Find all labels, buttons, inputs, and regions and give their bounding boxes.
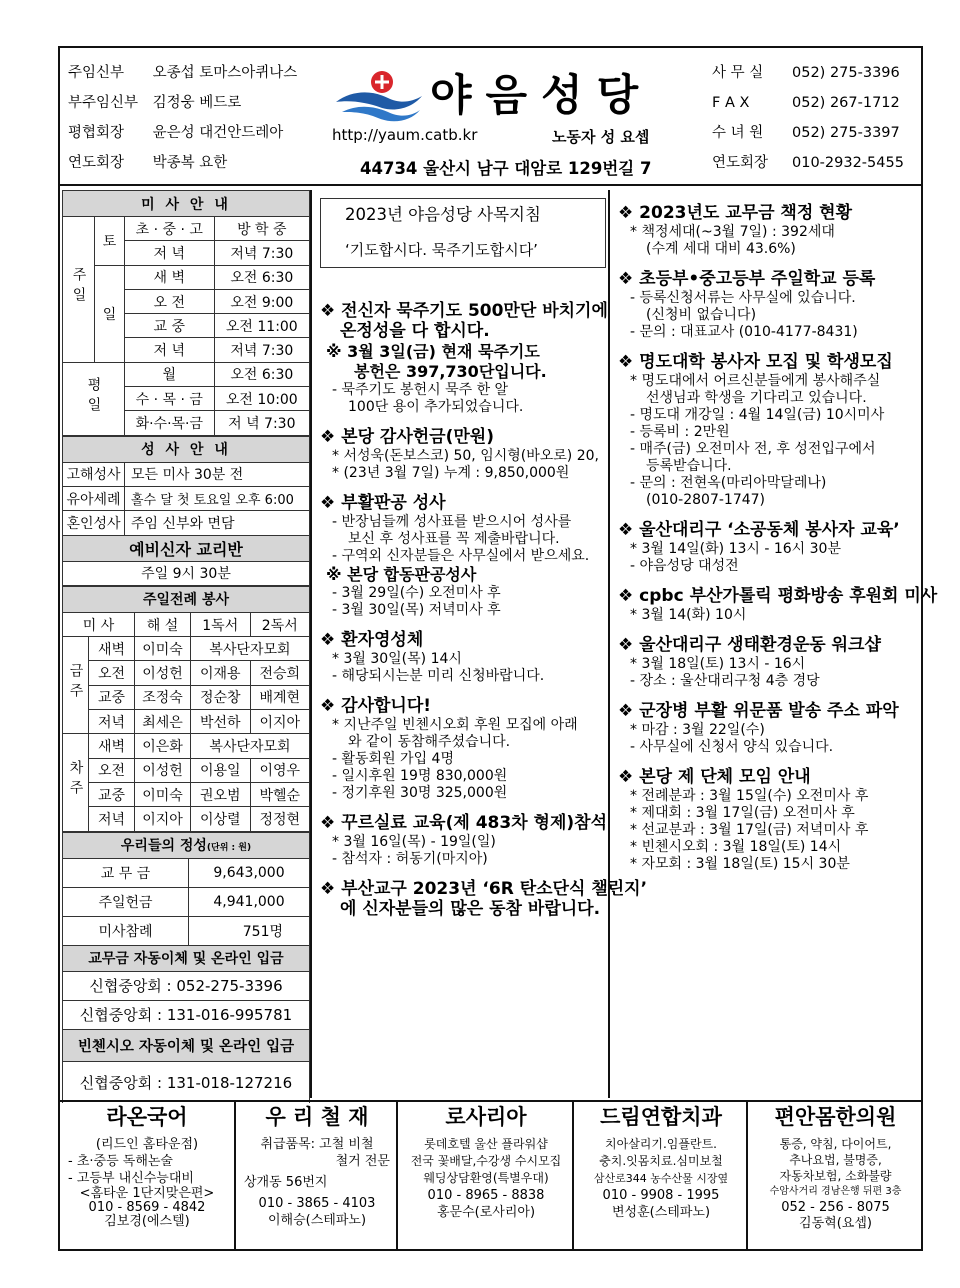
liturgy-cell: 이지아 — [135, 807, 191, 831]
ad-line: 자동차보험, 소화불량 — [779, 1169, 892, 1183]
news-column-1 — [314, 190, 648, 1098]
bank-account: 신협중앙회 : 131-018-127216 — [63, 1061, 310, 1103]
sacrament-table — [62, 436, 310, 586]
ad-line: - 고등부 내신수능대비 — [68, 1171, 194, 1186]
mass-cell: 교 중 — [125, 314, 215, 338]
mass-cell: 오전 10:00 — [214, 387, 309, 411]
ad-line: 010 - 8965 - 8838 — [427, 1188, 545, 1203]
ad-line: 웨딩상담환영(특별우대) — [423, 1171, 549, 1185]
mass-cell: 저녁 7:30 — [214, 241, 309, 265]
offering-table — [62, 832, 310, 1104]
ad-line: 김보경(에스텔) — [104, 1214, 190, 1229]
info-column — [62, 190, 312, 1098]
notice-line: * (23년 3월 7일) 누계 : 9,850,000원 — [332, 465, 570, 481]
ad-line: 철거 전문 — [335, 1154, 390, 1169]
liturgy-head: 2독서 — [250, 612, 310, 636]
mass-cell: 새 벽 — [125, 265, 215, 289]
liturgy-cell: 복사단자모회 — [191, 637, 310, 661]
notice-line: (수계 세대 대비 43.6%) — [646, 241, 796, 257]
mass-schedule-table — [62, 190, 310, 436]
sacrament-label: 유아세례 — [63, 486, 125, 510]
ad-line: 충치.잇몸치료.심미보철 — [599, 1154, 723, 1168]
role-label: 부주임신부 — [68, 95, 139, 111]
notice-heading: ❖ 군장병 부활 위문품 발송 주소 파악 — [618, 701, 899, 721]
offering-label: 주일헌금 — [63, 887, 189, 916]
news-list-1 — [320, 300, 647, 920]
notice-line: - 묵주기도 봉헌시 묵주 한 알 — [332, 382, 509, 398]
pastoral-guideline-box — [320, 198, 606, 268]
contact-number: 010-2932-5455 — [792, 155, 904, 171]
offering-value: 4,941,000 — [189, 887, 310, 916]
liturgy-head: 해 설 — [135, 612, 191, 636]
catechumen-title: 예비신자 교리반 — [63, 535, 310, 561]
contact-number: 052) 267-1712 — [792, 95, 900, 111]
liturgy-table — [62, 586, 310, 832]
liturgy-head: 미 사 — [63, 612, 135, 636]
address: 44734 울산시 남구 대암로 129번길 7 — [360, 159, 652, 178]
notice-heading: ❖ 감사합니다! — [320, 696, 432, 716]
liturgy-cell: 이영우 — [250, 758, 310, 782]
spacer — [320, 685, 647, 695]
liturgy-cell: 오전 — [89, 661, 135, 685]
notice-line: 선생님과 학생을 기다리고 있습니다. — [646, 390, 867, 406]
ads-section — [60, 1100, 921, 1249]
catechumen-time: 주일 9시 30분 — [63, 561, 310, 585]
notice-line: * 3월 16일(목) - 19일(일) — [332, 834, 496, 850]
liturgy-cell: 정순창 — [191, 685, 251, 709]
ad-line: 김동혁(요셉) — [799, 1216, 872, 1231]
sacrament-value: 주임 신부와 면담 — [125, 511, 310, 535]
role-label: 평협회장 — [68, 125, 125, 141]
next-week-label: 차주 — [63, 734, 89, 831]
contact-number: 052) 275-3397 — [792, 125, 900, 141]
liturgy-cell: 박선하 — [191, 710, 251, 734]
bank-account: 신협중앙회 : 131-016-995781 — [63, 1000, 310, 1029]
news-list-2 — [618, 202, 937, 873]
notice-heading: ❖ 전신자 묵주기도 500만단 바치기에 — [320, 301, 608, 321]
notice-line: 보신 후 성사표를 꼭 제출바랍니다. — [348, 531, 560, 547]
mass-cell: 월 — [125, 362, 215, 386]
ad-line: 010 - 3865 - 4103 — [258, 1196, 376, 1211]
notice-line: - 정기후원 30명 325,000원 — [332, 785, 508, 801]
liturgy-cell: 이미숙 — [135, 637, 191, 661]
notice-heading: ❖ 본당 제 단체 모임 안내 — [618, 767, 811, 787]
bank-account: 신협중앙회 : 052-275-3396 — [63, 971, 310, 1000]
liturgy-head: 1독서 — [191, 612, 251, 636]
sacrament-label: 혼인성사 — [63, 511, 125, 535]
header-center — [330, 54, 710, 182]
notice-line: * 명도대에서 어르신분들에게 봉사해주실 — [630, 373, 881, 389]
role-label: 연도회장 — [68, 155, 125, 171]
spacer — [618, 624, 937, 634]
notice-line: (010-2807-1747) — [646, 492, 766, 508]
liturgy-cell: 정정현 — [250, 807, 310, 831]
notice-heading: ❖ 명도대학 봉사자 모집 및 학생모집 — [618, 352, 893, 372]
mass-cell: 오전 6:30 — [214, 265, 309, 289]
notice-line: * 제대회 : 3월 17일(금) 오전미사 후 — [630, 805, 855, 821]
liturgy-cell: 이은화 — [135, 734, 191, 758]
notice-line: - 사무실에 신청서 양식 있습니다. — [630, 739, 834, 755]
patron-subtitle: 노동자 성 요셉 — [552, 128, 650, 146]
ad-name: 드림연합치과 — [600, 1105, 722, 1129]
contact-label: 사 무 실 — [712, 65, 764, 81]
notice-line: - 매주(금) 오전미사 전, 후 성전입구에서 — [630, 441, 876, 457]
ad-line: 010 - 9908 - 1995 — [602, 1188, 720, 1203]
ad-line: 치아살리기.임플란트. — [605, 1137, 717, 1151]
notice-heading: ❖ 울산대리구 생태환경운동 워크샵 — [618, 635, 881, 655]
notice-heading: 에 신자분들의 많은 동참 바랍니다. — [340, 899, 601, 919]
ad-name: 라온국어 — [106, 1105, 188, 1129]
ad-rosaria — [400, 1102, 574, 1251]
notice-heading: ❖ 울산대리구 ‘소공동체 봉사자 교육’ — [618, 520, 900, 540]
notice-line: ※ 본당 합동판공성사 — [326, 565, 477, 584]
notice-line: * 지난주일 빈첸시오회 후원 모집에 아래 — [332, 717, 578, 733]
ad-name: 로사리아 — [445, 1105, 527, 1129]
mass-cell: 방 학 중 — [214, 217, 309, 241]
weekday-label: 평일 — [63, 362, 125, 435]
ad-line: (리드인 홈타운점) — [95, 1137, 199, 1152]
notice-heading: ❖ 2023년도 교무금 책정 현황 — [618, 203, 853, 223]
liturgy-cell: 복사단자모회 — [191, 734, 310, 758]
contact-number: 052) 275-3396 — [792, 65, 900, 81]
notice-line: 와 같이 동참해주셨습니다. — [348, 734, 511, 750]
notice-line: - 야음성당 대성전 — [630, 558, 739, 574]
notice-line: - 장소 : 울산대리구청 4층 경당 — [630, 673, 820, 689]
liturgy-cell: 이지아 — [250, 710, 310, 734]
header-right — [712, 58, 904, 178]
role-label: 주임신부 — [68, 65, 125, 81]
offering-title: 우리들의 정성 — [120, 838, 207, 855]
liturgy-cell: 교중 — [89, 782, 135, 806]
ad-dream-dental — [576, 1102, 748, 1251]
ad-name: 편안몸한의원 — [774, 1105, 897, 1129]
contact-label: 연도회장 — [712, 155, 769, 171]
spacer — [320, 416, 647, 426]
spacer — [320, 868, 647, 878]
liturgy-cell: 새벽 — [89, 637, 135, 661]
this-week-label: 금주 — [63, 637, 89, 734]
bank-title: 교무금 자동이체 및 온라인 입금 — [63, 945, 310, 971]
guideline-slogan: ‘기도합시다. 묵주기도합시다’ — [345, 241, 538, 259]
ad-line: 052 - 256 - 8075 — [781, 1200, 890, 1215]
website-link[interactable]: http://yaum.catb.kr — [332, 126, 478, 144]
notice-line: - 구역외 신자분들은 사무실에서 받으세요. — [332, 548, 590, 564]
mass-cell: 오전 6:30 — [214, 362, 309, 386]
liturgy-cell: 오전 — [89, 758, 135, 782]
ad-line: 취급품목: 고철 비철 — [260, 1137, 374, 1152]
notice-line: - 3월 30일(목) 저녁미사 후 — [332, 602, 501, 618]
notice-line: - 3월 29일(수) 오전미사 후 — [332, 585, 501, 601]
notice-line: - 명도대 개강일 : 4월 14일(금) 10시미사 — [630, 407, 885, 423]
spacer — [320, 619, 647, 629]
contact-label: F A X — [712, 95, 750, 111]
notice-heading: ❖ 부산교구 2023년 ‘6R 탄소단식 챌린지’ — [320, 879, 648, 899]
liturgy-cell: 권오범 — [191, 782, 251, 806]
notice-line: - 문의 : 전현옥(마리아막달레나) — [630, 475, 827, 491]
church-title: 야음성당 — [430, 71, 653, 121]
church-logo-icon — [332, 68, 424, 124]
notice-line: - 참석자 : 허동기(마지아) — [332, 851, 488, 867]
mass-cell: 화·수·목·금 — [125, 411, 215, 435]
spacer — [320, 802, 647, 812]
offering-value: 9,643,000 — [189, 858, 310, 887]
notice-line: * 서성욱(돈보스코) 50, 임시형(바오로) 20, — [332, 448, 599, 464]
offering-label: 교 무 금 — [63, 858, 189, 887]
notice-heading: ❖ 환자영성체 — [320, 630, 424, 650]
notice-line: * 빈첸시오회 : 3월 18일(토) 14시 — [630, 839, 842, 855]
ad-line: 홍문수(로사리아) — [436, 1205, 536, 1220]
ad-line: 전국 꽃배달,수강생 수시모집 — [410, 1154, 562, 1168]
notice-line: * 선교분과 : 3월 17일(금) 저녁미사 후 — [630, 822, 869, 838]
notice-line: * 책정세대(~3월 7일) : 392세대 — [630, 224, 835, 240]
spacer — [618, 756, 937, 766]
ad-line: 이해승(스테파노) — [267, 1213, 367, 1228]
liturgy-cell: 최세은 — [135, 710, 191, 734]
ad-line: 롯데호텔 울산 플라워샵 — [424, 1137, 548, 1151]
saturday-label: 토 — [95, 217, 125, 266]
ad-line: 상개동 56번지 — [244, 1175, 328, 1190]
mass-cell: 오전 11:00 — [214, 314, 309, 338]
mass-cell: 오전 9:00 — [214, 289, 309, 313]
sunday-label: 주일 — [63, 217, 95, 363]
ad-line: 수암사거리 경남은행 뒤편 3층 — [769, 1186, 902, 1197]
notice-heading: ❖ 꾸르실료 교육(제 483차 형제)참석 — [320, 813, 608, 833]
liturgy-cell: 이성헌 — [135, 758, 191, 782]
mass-cell: 저 녁 7:30 — [214, 411, 309, 435]
sun-label: 일 — [95, 265, 125, 362]
spacer — [320, 482, 647, 492]
notice-line: * 마감 : 3월 22일(수) — [630, 722, 765, 738]
notice-line: - 활동회원 가입 4명 — [332, 751, 454, 767]
liturgy-cell: 이재용 — [191, 661, 251, 685]
notice-line: - 반장님들께 성사표를 받으시어 성사를 — [332, 514, 572, 530]
ad-line: 삼산로344 농수산물 시장옆 — [593, 1172, 729, 1185]
spacer — [618, 690, 937, 700]
role-name: 김정웅 베드로 — [152, 95, 242, 111]
offering-unit: (단위 : 원) — [206, 843, 252, 854]
offering-value: 751명 — [189, 916, 310, 945]
role-name: 박종복 요한 — [152, 155, 228, 171]
liturgy-cell: 조정숙 — [135, 685, 191, 709]
ad-line: 통증, 약침, 다이어트, — [779, 1137, 892, 1151]
mass-cell: 저녁 7:30 — [214, 338, 309, 362]
spacer — [618, 341, 937, 351]
mass-cell: 오 전 — [125, 289, 215, 313]
notice-heading: ❖ 본당 감사헌금(만원) — [320, 427, 494, 447]
mass-title: 미 사 안 내 — [63, 191, 310, 217]
liturgy-cell: 이용일 — [191, 758, 251, 782]
liturgy-cell: 이상렬 — [191, 807, 251, 831]
ad-raon — [60, 1102, 236, 1251]
sacrament-label: 고해성사 — [63, 462, 125, 486]
notice-line: * 3월 18일(토) 13시 - 16시 — [630, 656, 806, 672]
news-column-2 — [612, 190, 938, 1098]
bank-title: 빈첸시오 자동이체 및 온라인 입금 — [63, 1029, 310, 1061]
liturgy-cell: 박헬순 — [250, 782, 310, 806]
role-name: 오종섭 토마스아퀴나스 — [152, 65, 298, 81]
notice-heading: ❖ 부활판공 성사 — [320, 493, 446, 513]
notice-line: 봉헌은 397,730단입니다. — [354, 362, 547, 381]
sacrament-value: 홀수 달 첫 토요일 오후 6:00 — [125, 486, 310, 510]
ad-woori — [238, 1102, 398, 1251]
liturgy-cell: 새벽 — [89, 734, 135, 758]
liturgy-cell: 저녁 — [89, 710, 135, 734]
notice-line: * 3월 30일(목) 14시 — [332, 651, 462, 667]
sacrament-value: 모든 미사 30분 전 — [125, 462, 310, 486]
mass-cell: 저 녁 — [125, 241, 215, 265]
notice-line: * 3월 14(화) 10시 — [630, 607, 747, 623]
notice-line: * 자모회 : 3월 18일(토) 15시 30분 — [630, 856, 850, 872]
liturgy-cell: 전승희 — [250, 661, 310, 685]
ad-line: 변성훈(스테파노) — [611, 1205, 711, 1220]
role-name: 윤은성 대건안드레아 — [152, 125, 284, 141]
notice-line: - 등록신청서류는 사무실에 있습니다. — [630, 290, 856, 306]
guideline-title: 2023년 야음성당 사목지침 — [345, 205, 541, 224]
notice-heading: 온정성을 다 합시다. — [340, 321, 490, 341]
notice-heading: ❖ 초등부•중고등부 주일학교 등록 — [618, 269, 876, 289]
sacrament-title: 성 사 안 내 — [63, 436, 310, 462]
notice-line: - 문의 : 대표교사 (010-4177-8431) — [630, 324, 858, 340]
liturgy-cell: 저녁 — [89, 807, 135, 831]
ad-line: <홈타운 1단지맞은편> — [79, 1186, 215, 1201]
header — [60, 48, 921, 186]
spacer — [618, 575, 937, 585]
bulletin-page — [58, 46, 938, 1251]
header-left — [68, 58, 297, 178]
liturgy-cell: 배계현 — [250, 685, 310, 709]
notice-heading: ❖ cpbc 부산가톨릭 평화방송 후원회 미사 — [618, 586, 938, 606]
notice-line: - 등록비 : 2만원 — [630, 424, 730, 440]
ad-line: - 초·중등 독해논술 — [68, 1154, 173, 1169]
ad-name: 우 리 철 재 — [265, 1105, 369, 1129]
liturgy-cell: 교중 — [89, 685, 135, 709]
notice-line: * 전례분과 : 3월 15일(수) 오전미사 후 — [630, 788, 869, 804]
offering-label: 미사참례 — [63, 916, 189, 945]
ad-line: 010 - 8569 - 4842 — [88, 1200, 206, 1215]
spacer — [618, 258, 937, 268]
contact-label: 수 녀 원 — [712, 125, 764, 141]
spacer — [618, 509, 937, 519]
notice-line: * 3월 14일(화) 13시 - 16시 30분 — [630, 541, 841, 557]
liturgy-title: 주일전례 봉사 — [63, 586, 310, 612]
mass-cell: 초 · 중 · 고 — [125, 217, 215, 241]
notice-line: 100단 용이 추가되었습니다. — [348, 399, 524, 415]
notice-line: ※ 3월 3일(금) 현재 묵주기도 — [326, 342, 540, 361]
liturgy-cell: 이미숙 — [135, 782, 191, 806]
notice-line: (신청비 없습니다) — [646, 307, 757, 323]
ad-pyeonan-clinic — [750, 1102, 921, 1251]
mass-cell: 수 · 목 · 금 — [125, 387, 215, 411]
notice-line: - 일시후원 19명 830,000원 — [332, 768, 508, 784]
mass-cell: 저 녁 — [125, 338, 215, 362]
notice-line: 등록받습니다. — [646, 458, 732, 474]
notice-line: - 해당되시는분 미리 신청바랍니다. — [332, 668, 545, 684]
ad-line: 추나요법, 불명증, — [789, 1153, 882, 1167]
liturgy-cell: 이성헌 — [135, 661, 191, 685]
